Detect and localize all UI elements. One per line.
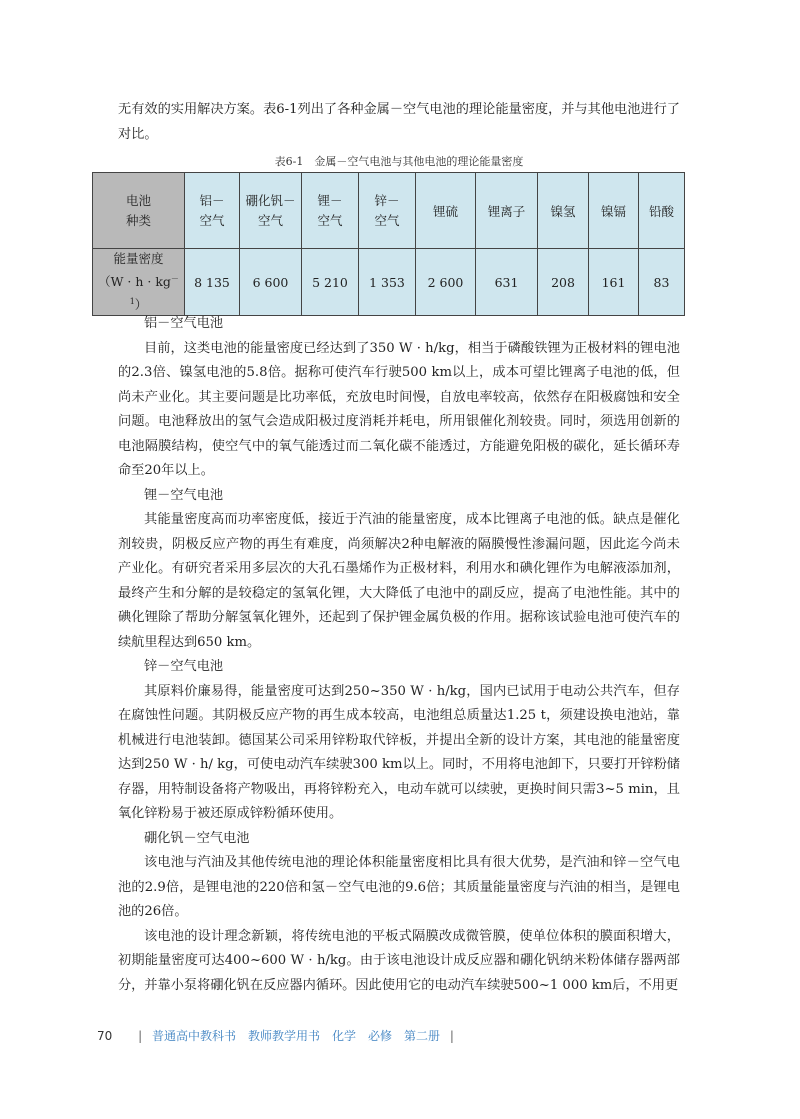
column-header-line1: 锌－ <box>374 192 400 208</box>
intro-block <box>118 98 680 147</box>
table-value-row <box>93 249 685 316</box>
column-header-line2: 空气 <box>374 212 400 228</box>
table-header-row <box>93 173 685 249</box>
energy-density-table <box>92 172 685 316</box>
row-label-line1: 能量密度 <box>113 251 164 266</box>
section-text-al: 目前，这类电池的能量密度已经达到了350 W · h/kg，相当于磷酸铁锂为正极材料的锂电池的2.3倍、镍氢电池的5.8倍。据称可使汽车行驶500 km以上，成本可望比锂离子电池的低，但尚未产业化。其主要问题是比功率低，充放电时间慢，自放电率较高，依然存在阳极腐蚀和安全问题。电池释放出的氢气会造成阳极过度消耗并耗电，所用银催化剂较贵。同时，须选用创新的电池隔膜结构，使空气中的氧气能透过而二氧化碳不能透过，方能避免阳极的碳化，延长循环寿命至20年以上。 <box>118 340 680 478</box>
page-number: 70 <box>97 1029 113 1043</box>
section-text-vb-1: 该电池与汽油及其他传统电池的理论体积能量密度相比具有很大优势，是汽油和锌－空气电池的2.9倍，是锂电池的220倍和氢－空气电池的9.6倍；其质量能量密度与汽油的相当，是锂电池的26倍。 <box>118 855 680 919</box>
column-header <box>185 173 240 249</box>
energy-density-table-wrap <box>92 172 684 316</box>
footer-separator-left: | <box>138 1029 143 1043</box>
table-cell: 8 135 <box>185 249 240 316</box>
section-heading-li: 锂－空气电池 <box>144 487 224 503</box>
book-series-title: 普通高中教科书 教师教学用书 化学 必修 第二册 <box>151 1029 440 1043</box>
section-heading-vb: 硼化钒－空气电池 <box>144 830 250 846</box>
header-label-line1: 电池 <box>125 192 151 208</box>
column-header-line2: 空气 <box>317 212 343 228</box>
table-cell: 161 <box>589 249 639 316</box>
table-cell: 631 <box>476 249 538 316</box>
row-label-cell <box>93 249 185 316</box>
table-cell: 208 <box>538 249 589 316</box>
column-header: 镍镉 <box>589 173 639 249</box>
column-header-line2: 空气 <box>257 212 283 228</box>
page-footer <box>97 1027 460 1044</box>
table-cell: 83 <box>639 249 685 316</box>
section-text-vb-2: 该电池的设计理念新颖，将传统电池的平板式隔膜改成微管膜，使单位体积的膜面积增大，初期能量密度可达400~600 W · h/kg。由于该电池设计成反应器和硼化钒纳米粉体储存器两部分，并靠小泵将硼化钒在反应器内循环。因此使用它的电动汽车续驶500~1 000 km后，不用更 <box>118 928 680 993</box>
column-header: 铅酸 <box>639 173 685 249</box>
table-caption: 表6-1 金属－空气电池与其他电池的理论能量密度 <box>274 155 524 168</box>
header-label-line2: 种类 <box>125 212 151 228</box>
row-label-close: ） <box>134 297 148 313</box>
column-header-line2: 空气 <box>199 212 225 228</box>
column-header-line1: 锂－ <box>317 192 343 208</box>
table-cell: 5 210 <box>302 249 359 316</box>
table-cell: 6 600 <box>240 249 302 316</box>
row-label-line2 <box>93 269 184 315</box>
row-label-unit: （W · h · kg <box>98 274 171 290</box>
column-header-line1: 铝－ <box>199 192 225 208</box>
column-header-line1: 硼化钒－ <box>245 192 296 208</box>
section-text-li: 其能量密度高而功率密度低，接近于汽油的能量密度，成本比锂离子电池的低。缺点是催化剂较贵，阴极反应产物的再生有难度，尚须解决2种电解液的隔膜慢性渗漏问题，因此迄今尚未产业化。有研究者采用多层次的大孔石墨烯作为正极材料，利用水和碘化锂作为电解液添加剂，最终产生和分解的是较稳定的氢氧化锂，大大降低了电池中的副反应，提高了电池性能。其中的碘化锂除了帮助分解氢氧化锂外，还起到了保护锂金属负极的作用。据称该试验电池可使汽车的续航里程达到650 km。 <box>118 512 680 650</box>
body-text <box>118 312 680 998</box>
table-cell: 2 600 <box>416 249 476 316</box>
column-header <box>359 173 416 249</box>
header-label-cell <box>93 173 185 249</box>
column-header <box>302 173 359 249</box>
column-header <box>240 173 302 249</box>
column-header: 锂硫 <box>416 173 476 249</box>
section-heading-zn: 锌－空气电池 <box>144 659 224 674</box>
table-cell: 1 353 <box>359 249 416 316</box>
row-label-sup: －1 <box>129 274 179 307</box>
column-header: 锂离子 <box>476 173 538 249</box>
intro-paragraph: 无有效的实用解决方案。表6-1列出了各种金属－空气电池的理论能量密度，并与其他电池进行了对比。 <box>118 102 680 142</box>
column-header: 镍氢 <box>538 173 589 249</box>
section-heading-al: 铝－空气电池 <box>144 316 224 331</box>
section-text-zn: 其原料价廉易得，能量密度可达到250~350 W · h/kg，国内已试用于电动公共汽车，但存在腐蚀性问题。其阴极反应产物的再生成本较高，电池组总质量达1.25 t，须建设换电池站，靠机械进行电池装卸。德国某公司采用锌粉取代锌板，并提出全新的设计方案，其电池的能量密度达到250 W · h/ kg，可使电动汽车续驶300 km以上。同时，不用将电池卸下，只要打开锌粉储存器，用特制设备将产物吸出，再将锌粉充入，电动车就可以续驶，更换时间只需3~5 min，且氧化锌粉易于被还原成锌粉循环使用。 <box>118 683 680 821</box>
footer-separator-right: | <box>449 1029 454 1043</box>
